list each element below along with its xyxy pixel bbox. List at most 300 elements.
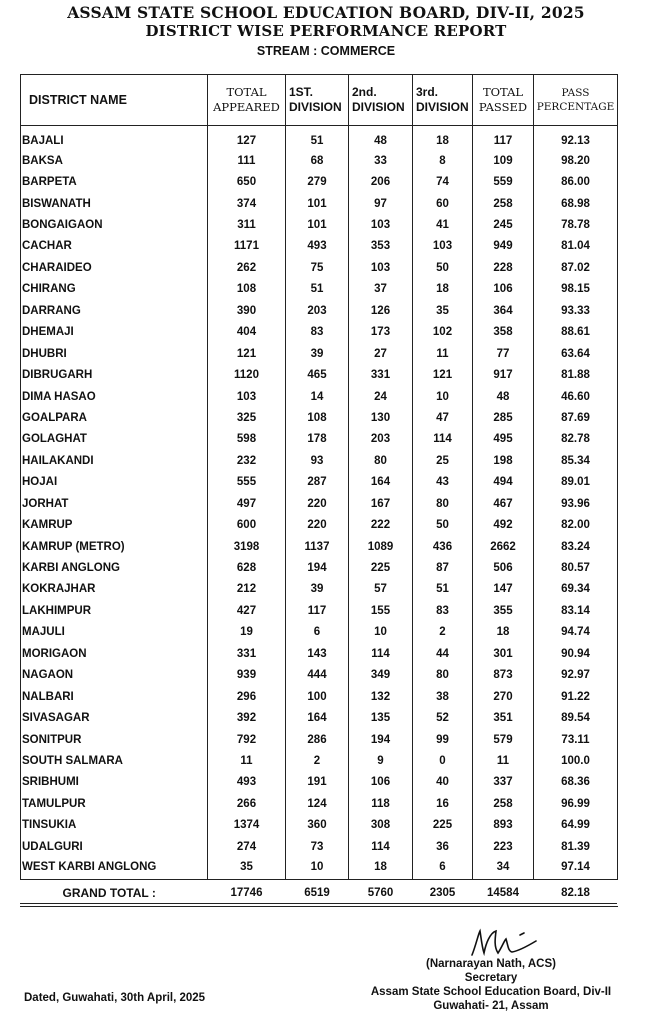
grand-total-second: 5760 [349, 880, 413, 907]
cell-district-name: KOKRAJHAR [21, 579, 208, 600]
cell-total-passed: 494 [473, 472, 534, 493]
cell-first-division: 101 [286, 214, 349, 235]
grand-total-label: GRAND TOTAL : [21, 880, 208, 907]
cell-appeared: 121 [208, 343, 286, 364]
cell-third-division: 60 [413, 193, 473, 214]
cell-second-division: 9 [349, 750, 413, 771]
cell-second-division: 57 [349, 579, 413, 600]
cell-second-division: 33 [349, 150, 413, 171]
grand-total-passed: 14584 [473, 880, 534, 907]
cell-district-name: BAJALI [21, 126, 208, 151]
cell-district-name: GOALPARA [21, 407, 208, 428]
cell-appeared: 108 [208, 279, 286, 300]
grand-total-first: 6519 [286, 880, 349, 907]
cell-first-division: 6 [286, 622, 349, 643]
table-row [21, 322, 618, 343]
table-row [21, 236, 618, 257]
cell-second-division: 97 [349, 193, 413, 214]
cell-total-passed: 893 [473, 815, 534, 836]
cell-third-division: 36 [413, 836, 473, 857]
cell-first-division: 10 [286, 857, 349, 880]
cell-pass-percentage: 88.61 [534, 322, 618, 343]
cell-second-division: 135 [349, 707, 413, 728]
cell-total-passed: 949 [473, 236, 534, 257]
cell-total-passed: 495 [473, 429, 534, 450]
cell-total-passed: 147 [473, 579, 534, 600]
cell-third-division: 2 [413, 622, 473, 643]
table-row [21, 665, 618, 686]
cell-pass-percentage: 80.57 [534, 557, 618, 578]
grand-total-pct: 82.18 [534, 880, 618, 907]
cell-first-division: 83 [286, 322, 349, 343]
cell-third-division: 38 [413, 686, 473, 707]
cell-first-division: 465 [286, 364, 349, 385]
cell-appeared: 232 [208, 450, 286, 471]
cell-total-passed: 258 [473, 193, 534, 214]
cell-district-name: MORIGAON [21, 643, 208, 664]
cell-district-name: TINSUKIA [21, 815, 208, 836]
cell-appeared: 19 [208, 622, 286, 643]
cell-district-name: DIBRUGARH [21, 364, 208, 385]
cell-second-division: 114 [349, 836, 413, 857]
cell-total-passed: 2662 [473, 536, 534, 557]
table-row [21, 622, 618, 643]
cell-third-division: 114 [413, 429, 473, 450]
cell-third-division: 6 [413, 857, 473, 880]
cell-second-division: 24 [349, 386, 413, 407]
cell-third-division: 10 [413, 386, 473, 407]
cell-first-division: 194 [286, 557, 349, 578]
cell-third-division: 18 [413, 126, 473, 151]
cell-district-name: UDALGURI [21, 836, 208, 857]
cell-second-division: 106 [349, 772, 413, 793]
grand-total-third: 2305 [413, 880, 473, 907]
cell-total-passed: 467 [473, 493, 534, 514]
cell-third-division: 99 [413, 729, 473, 750]
cell-first-division: 68 [286, 150, 349, 171]
cell-pass-percentage: 100.0 [534, 750, 618, 771]
cell-district-name: KAMRUP [21, 514, 208, 535]
table-body [21, 126, 618, 880]
cell-first-division: 493 [286, 236, 349, 257]
cell-pass-percentage: 82.78 [534, 429, 618, 450]
cell-district-name: DHEMAJI [21, 322, 208, 343]
cell-pass-percentage: 96.99 [534, 793, 618, 814]
cell-first-division: 279 [286, 171, 349, 192]
cell-first-division: 191 [286, 772, 349, 793]
cell-district-name: NAGAON [21, 665, 208, 686]
report-subtitle: DISTRICT WISE PERFORMANCE REPORT [145, 22, 507, 40]
cell-appeared: 598 [208, 429, 286, 450]
cell-second-division: 48 [349, 126, 413, 151]
report-title: ASSAM STATE SCHOOL EDUCATION BOARD, DIV-II, 2025 [67, 3, 585, 22]
cell-district-name: MAJULI [21, 622, 208, 643]
cell-appeared: 296 [208, 686, 286, 707]
cell-pass-percentage: 89.54 [534, 707, 618, 728]
cell-second-division: 18 [349, 857, 413, 880]
cell-appeared: 404 [208, 322, 286, 343]
cell-second-division: 222 [349, 514, 413, 535]
cell-first-division: 143 [286, 643, 349, 664]
cell-second-division: 331 [349, 364, 413, 385]
cell-district-name: DARRANG [21, 300, 208, 321]
table-row [21, 514, 618, 535]
cell-third-division: 8 [413, 150, 473, 171]
cell-district-name: JORHAT [21, 493, 208, 514]
cell-first-division: 360 [286, 815, 349, 836]
col-header-first-division: 1ST. DIVISION [286, 75, 349, 126]
cell-third-division: 47 [413, 407, 473, 428]
cell-pass-percentage: 63.64 [534, 343, 618, 364]
cell-second-division: 103 [349, 214, 413, 235]
cell-appeared: 331 [208, 643, 286, 664]
cell-third-division: 52 [413, 707, 473, 728]
table-row [21, 772, 618, 793]
cell-appeared: 628 [208, 557, 286, 578]
cell-pass-percentage: 87.02 [534, 257, 618, 278]
cell-district-name: SIVASAGAR [21, 707, 208, 728]
cell-total-passed: 358 [473, 322, 534, 343]
table-row [21, 429, 618, 450]
cell-first-division: 2 [286, 750, 349, 771]
cell-first-division: 73 [286, 836, 349, 857]
table-row [21, 171, 618, 192]
table-row [21, 686, 618, 707]
col-header-pass-percentage: PASS PERCENTAGE [534, 75, 618, 126]
cell-district-name: TAMULPUR [21, 793, 208, 814]
signature [462, 925, 542, 959]
cell-district-name: GOLAGHAT [21, 429, 208, 450]
col-header-total-passed: TOTAL PASSED [473, 75, 534, 126]
cell-total-passed: 258 [473, 793, 534, 814]
table-row [21, 557, 618, 578]
cell-district-name: CACHAR [21, 236, 208, 257]
cell-third-division: 11 [413, 343, 473, 364]
table-row [21, 579, 618, 600]
cell-pass-percentage: 93.33 [534, 300, 618, 321]
table-row [21, 536, 618, 557]
signatory-name: (Narnarayan Nath, ACS) [426, 958, 556, 970]
dated-line: Dated, Guwahati, 30th April, 2025 [24, 992, 206, 1004]
cell-district-name: NALBARI [21, 686, 208, 707]
cell-district-name: DHUBRI [21, 343, 208, 364]
cell-total-passed: 917 [473, 364, 534, 385]
cell-first-division: 287 [286, 472, 349, 493]
table-row [21, 279, 618, 300]
cell-appeared: 3198 [208, 536, 286, 557]
signatory-office: Assam State School Education Board, Div-II [370, 986, 612, 998]
table-row [21, 407, 618, 428]
cell-total-passed: 351 [473, 707, 534, 728]
cell-total-passed: 506 [473, 557, 534, 578]
cell-third-division: 0 [413, 750, 473, 771]
cell-appeared: 266 [208, 793, 286, 814]
cell-district-name: BAKSA [21, 150, 208, 171]
cell-appeared: 600 [208, 514, 286, 535]
cell-total-passed: 18 [473, 622, 534, 643]
cell-appeared: 555 [208, 472, 286, 493]
cell-third-division: 40 [413, 772, 473, 793]
cell-first-division: 1137 [286, 536, 349, 557]
cell-district-name: CHIRANG [21, 279, 208, 300]
cell-district-name: HOJAI [21, 472, 208, 493]
cell-third-division: 50 [413, 257, 473, 278]
table-row [21, 472, 618, 493]
cell-district-name: SONITPUR [21, 729, 208, 750]
cell-appeared: 427 [208, 600, 286, 621]
cell-total-passed: 106 [473, 279, 534, 300]
cell-pass-percentage: 93.96 [534, 493, 618, 514]
cell-total-passed: 492 [473, 514, 534, 535]
cell-first-division: 220 [286, 514, 349, 535]
cell-first-division: 117 [286, 600, 349, 621]
double-rule-top [20, 903, 617, 904]
cell-third-division: 41 [413, 214, 473, 235]
cell-total-passed: 223 [473, 836, 534, 857]
cell-pass-percentage: 89.01 [534, 472, 618, 493]
cell-total-passed: 228 [473, 257, 534, 278]
table-row [21, 600, 618, 621]
cell-second-division: 132 [349, 686, 413, 707]
table-row [21, 150, 618, 171]
cell-appeared: 792 [208, 729, 286, 750]
cell-first-division: 100 [286, 686, 349, 707]
table-row [21, 126, 618, 151]
cell-appeared: 497 [208, 493, 286, 514]
cell-pass-percentage: 68.36 [534, 772, 618, 793]
cell-second-division: 349 [349, 665, 413, 686]
cell-total-passed: 337 [473, 772, 534, 793]
cell-third-division: 43 [413, 472, 473, 493]
cell-appeared: 274 [208, 836, 286, 857]
col-header-second-division: 2nd. DIVISION [349, 75, 413, 126]
table-row [21, 364, 618, 385]
cell-second-division: 206 [349, 171, 413, 192]
cell-appeared: 325 [208, 407, 286, 428]
table-row [21, 750, 618, 771]
cell-second-division: 126 [349, 300, 413, 321]
cell-third-division: 25 [413, 450, 473, 471]
cell-pass-percentage: 68.98 [534, 193, 618, 214]
table-row [21, 214, 618, 235]
cell-total-passed: 77 [473, 343, 534, 364]
cell-pass-percentage: 85.34 [534, 450, 618, 471]
cell-total-passed: 559 [473, 171, 534, 192]
cell-appeared: 374 [208, 193, 286, 214]
table-header-row [21, 75, 618, 126]
cell-district-name: DIMA HASAO [21, 386, 208, 407]
table-row [21, 386, 618, 407]
cell-third-division: 80 [413, 665, 473, 686]
cell-total-passed: 198 [473, 450, 534, 471]
cell-appeared: 390 [208, 300, 286, 321]
table-row [21, 857, 618, 880]
cell-second-division: 194 [349, 729, 413, 750]
cell-third-division: 51 [413, 579, 473, 600]
cell-appeared: 311 [208, 214, 286, 235]
cell-first-division: 444 [286, 665, 349, 686]
cell-second-division: 164 [349, 472, 413, 493]
cell-pass-percentage: 69.34 [534, 579, 618, 600]
table-row [21, 815, 618, 836]
cell-second-division: 173 [349, 322, 413, 343]
cell-pass-percentage: 97.14 [534, 857, 618, 880]
cell-second-division: 167 [349, 493, 413, 514]
cell-total-passed: 355 [473, 600, 534, 621]
cell-third-division: 436 [413, 536, 473, 557]
cell-first-division: 108 [286, 407, 349, 428]
table-row [21, 257, 618, 278]
cell-third-division: 80 [413, 493, 473, 514]
cell-appeared: 212 [208, 579, 286, 600]
cell-first-division: 39 [286, 579, 349, 600]
cell-appeared: 1120 [208, 364, 286, 385]
cell-second-division: 80 [349, 450, 413, 471]
cell-appeared: 1374 [208, 815, 286, 836]
cell-pass-percentage: 82.00 [534, 514, 618, 535]
cell-total-passed: 873 [473, 665, 534, 686]
cell-first-division: 286 [286, 729, 349, 750]
cell-district-name: LAKHIMPUR [21, 600, 208, 621]
cell-appeared: 1171 [208, 236, 286, 257]
cell-third-division: 87 [413, 557, 473, 578]
cell-pass-percentage: 90.94 [534, 643, 618, 664]
grand-total-appeared: 17746 [208, 880, 286, 907]
cell-pass-percentage: 81.04 [534, 236, 618, 257]
cell-total-passed: 245 [473, 214, 534, 235]
cell-second-division: 130 [349, 407, 413, 428]
table-row [21, 493, 618, 514]
cell-pass-percentage: 91.22 [534, 686, 618, 707]
cell-district-name: HAILAKANDI [21, 450, 208, 471]
cell-pass-percentage: 46.60 [534, 386, 618, 407]
cell-total-passed: 270 [473, 686, 534, 707]
cell-pass-percentage: 83.14 [534, 600, 618, 621]
stream-label: STREAM : COMMERCE [256, 44, 396, 58]
cell-total-passed: 301 [473, 643, 534, 664]
signatory-block [360, 957, 622, 1013]
cell-pass-percentage: 86.00 [534, 171, 618, 192]
cell-second-division: 27 [349, 343, 413, 364]
cell-pass-percentage: 92.97 [534, 665, 618, 686]
cell-district-name: WEST KARBI ANGLONG [21, 857, 208, 880]
cell-third-division: 44 [413, 643, 473, 664]
cell-first-division: 164 [286, 707, 349, 728]
col-header-appeared: TOTAL APPEARED [208, 75, 286, 126]
cell-first-division: 203 [286, 300, 349, 321]
table-row [21, 343, 618, 364]
cell-appeared: 127 [208, 126, 286, 151]
cell-second-division: 118 [349, 793, 413, 814]
cell-pass-percentage: 81.39 [534, 836, 618, 857]
cell-appeared: 11 [208, 750, 286, 771]
cell-third-division: 74 [413, 171, 473, 192]
cell-third-division: 121 [413, 364, 473, 385]
cell-total-passed: 48 [473, 386, 534, 407]
cell-first-division: 93 [286, 450, 349, 471]
cell-total-passed: 11 [473, 750, 534, 771]
cell-third-division: 225 [413, 815, 473, 836]
cell-third-division: 50 [413, 514, 473, 535]
cell-pass-percentage: 81.88 [534, 364, 618, 385]
cell-district-name: BISWANATH [21, 193, 208, 214]
cell-second-division: 37 [349, 279, 413, 300]
performance-table [20, 74, 618, 907]
cell-total-passed: 579 [473, 729, 534, 750]
table-row [21, 793, 618, 814]
col-header-third-division: 3rd. DIVISION [413, 75, 473, 126]
cell-second-division: 155 [349, 600, 413, 621]
cell-second-division: 10 [349, 622, 413, 643]
cell-first-division: 39 [286, 343, 349, 364]
cell-appeared: 103 [208, 386, 286, 407]
cell-second-division: 203 [349, 429, 413, 450]
signatory-address: Guwahati- 21, Assam [433, 1000, 549, 1012]
cell-appeared: 111 [208, 150, 286, 171]
cell-first-division: 51 [286, 279, 349, 300]
cell-district-name: SOUTH SALMARA [21, 750, 208, 771]
cell-first-division: 220 [286, 493, 349, 514]
table-row [21, 836, 618, 857]
cell-third-division: 102 [413, 322, 473, 343]
cell-second-division: 1089 [349, 536, 413, 557]
cell-pass-percentage: 83.24 [534, 536, 618, 557]
col-header-district: DISTRICT NAME [21, 75, 208, 126]
cell-pass-percentage: 98.20 [534, 150, 618, 171]
cell-pass-percentage: 94.74 [534, 622, 618, 643]
cell-first-division: 14 [286, 386, 349, 407]
cell-first-division: 101 [286, 193, 349, 214]
cell-pass-percentage: 87.69 [534, 407, 618, 428]
table-row [21, 707, 618, 728]
table-row [21, 300, 618, 321]
cell-district-name: SRIBHUMI [21, 772, 208, 793]
table-row [21, 193, 618, 214]
cell-district-name: KAMRUP (METRO) [21, 536, 208, 557]
cell-district-name: CHARAIDEO [21, 257, 208, 278]
cell-pass-percentage: 98.15 [534, 279, 618, 300]
cell-third-division: 103 [413, 236, 473, 257]
cell-second-division: 114 [349, 643, 413, 664]
cell-total-passed: 364 [473, 300, 534, 321]
cell-pass-percentage: 73.11 [534, 729, 618, 750]
cell-total-passed: 109 [473, 150, 534, 171]
cell-total-passed: 117 [473, 126, 534, 151]
cell-appeared: 939 [208, 665, 286, 686]
cell-pass-percentage: 78.78 [534, 214, 618, 235]
cell-second-division: 225 [349, 557, 413, 578]
cell-second-division: 308 [349, 815, 413, 836]
cell-third-division: 83 [413, 600, 473, 621]
cell-district-name: BARPETA [21, 171, 208, 192]
cell-district-name: BONGAIGAON [21, 214, 208, 235]
table-row [21, 643, 618, 664]
cell-second-division: 103 [349, 257, 413, 278]
cell-pass-percentage: 64.99 [534, 815, 618, 836]
table-row [21, 450, 618, 471]
cell-first-division: 178 [286, 429, 349, 450]
cell-total-passed: 285 [473, 407, 534, 428]
cell-appeared: 392 [208, 707, 286, 728]
cell-first-division: 75 [286, 257, 349, 278]
cell-first-division: 124 [286, 793, 349, 814]
cell-appeared: 650 [208, 171, 286, 192]
cell-total-passed: 34 [473, 857, 534, 880]
table-row [21, 729, 618, 750]
double-rule-bottom [20, 906, 617, 907]
cell-second-division: 353 [349, 236, 413, 257]
cell-pass-percentage: 92.13 [534, 126, 618, 151]
